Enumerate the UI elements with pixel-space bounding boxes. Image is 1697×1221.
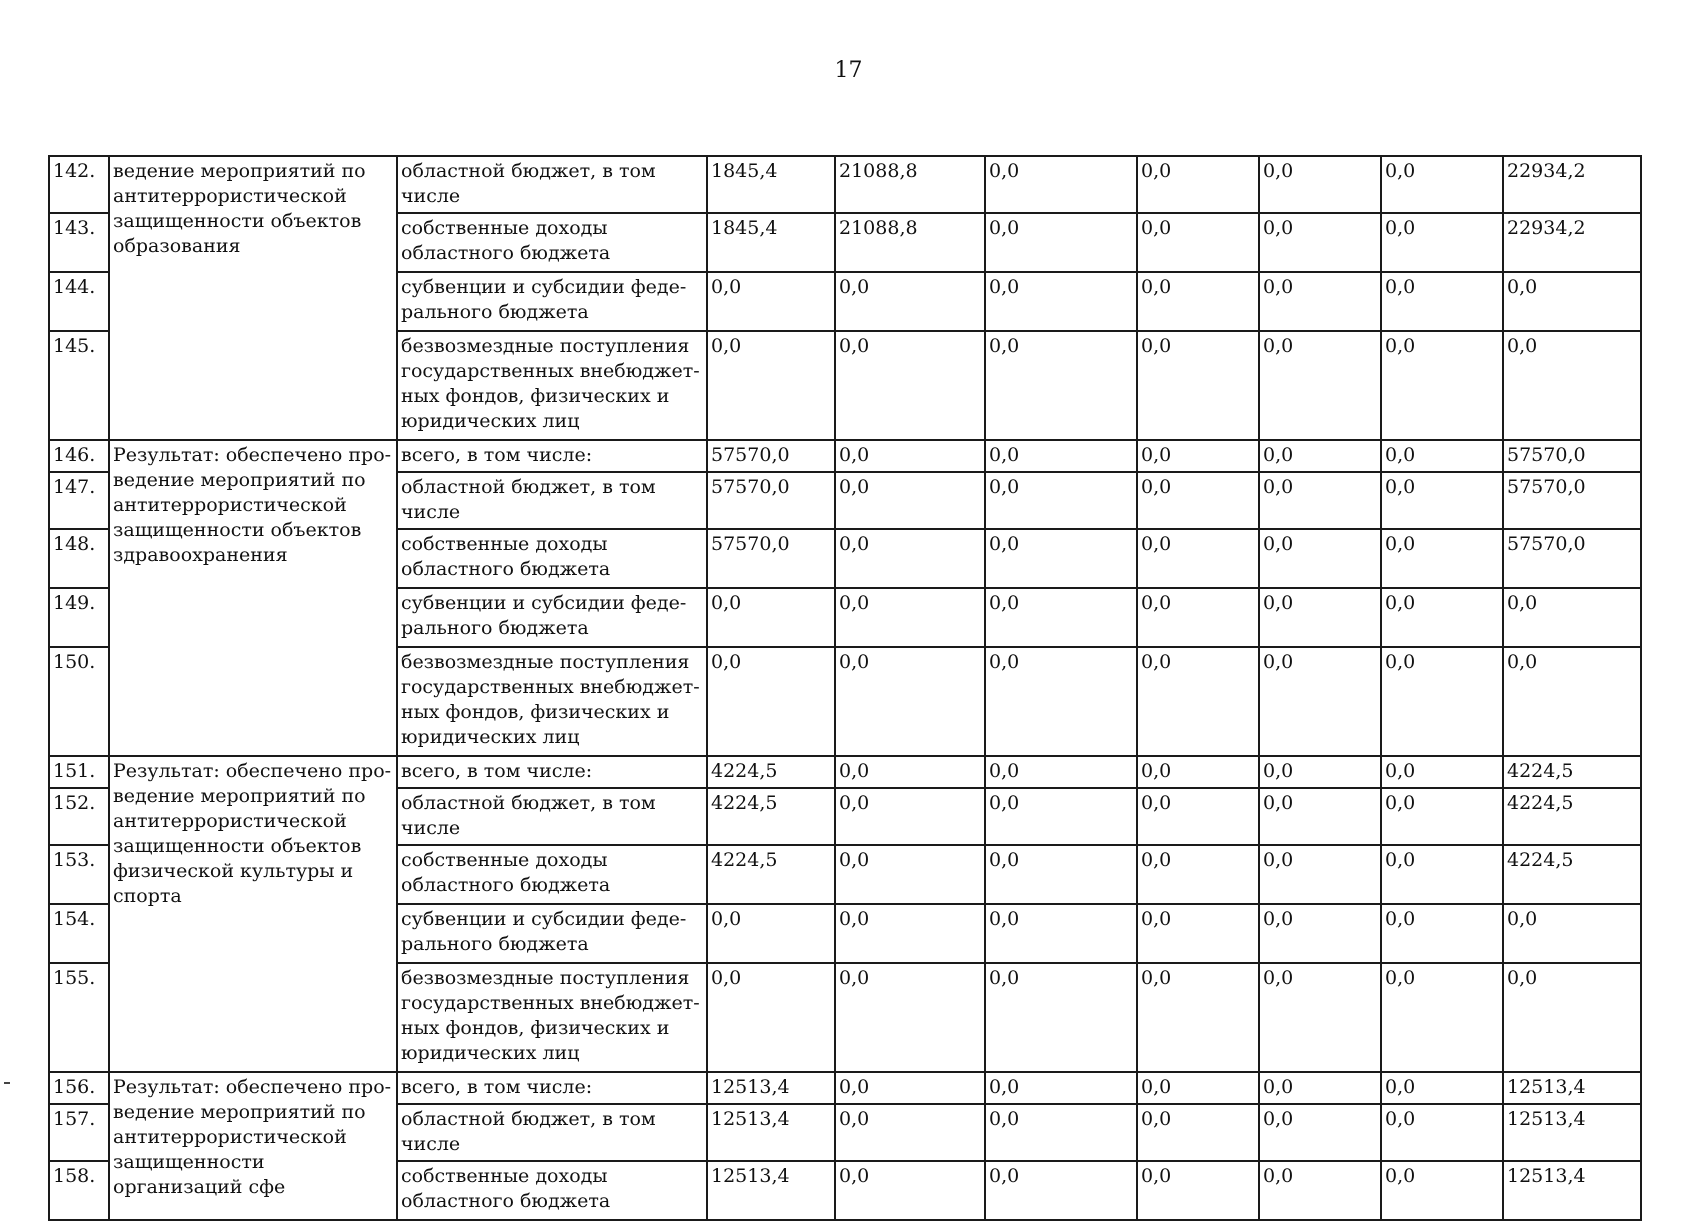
total-value: 12513,4 (1503, 1161, 1641, 1220)
year-value: 0,0 (835, 1104, 985, 1161)
year-value: 0,0 (1381, 472, 1503, 529)
row-number: 158. (49, 1161, 109, 1220)
year-value: 0,0 (1381, 529, 1503, 588)
year-value: 0,0 (1381, 963, 1503, 1072)
row-number: 143. (49, 213, 109, 272)
year-value: 0,0 (1137, 331, 1259, 440)
year-value: 0,0 (1137, 845, 1259, 904)
year-value: 0,0 (1381, 156, 1503, 213)
year-value: 0,0 (985, 963, 1137, 1072)
year-value: 0,0 (1137, 647, 1259, 756)
year-value: 0,0 (835, 472, 985, 529)
result-description: Результат: обеспечено проведение мероприятий по антитеррористической защищенности объектов физической культуры и спорта (109, 756, 397, 1072)
year-value: 0,0 (707, 647, 835, 756)
year-value: 0,0 (985, 788, 1137, 845)
year-value: 4224,5 (707, 788, 835, 845)
row-number: 146. (49, 440, 109, 472)
year-value: 0,0 (985, 1072, 1137, 1104)
year-value: 21088,8 (835, 156, 985, 213)
row-number: 157. (49, 1104, 109, 1161)
year-value: 0,0 (985, 156, 1137, 213)
margin-mark (4, 1082, 10, 1084)
year-value: 0,0 (985, 845, 1137, 904)
year-value: 4224,5 (707, 756, 835, 788)
funding-source: безвозмездные поступления государственных внебюджетных фондов, физических и юридических лиц (397, 647, 707, 756)
funding-source: областной бюджет, в том числе (397, 472, 707, 529)
year-value: 12513,4 (707, 1072, 835, 1104)
year-value: 0,0 (835, 963, 985, 1072)
year-value: 0,0 (835, 440, 985, 472)
year-value: 21088,8 (835, 213, 985, 272)
year-value: 0,0 (1259, 331, 1381, 440)
year-value: 0,0 (835, 904, 985, 963)
year-value: 0,0 (1259, 1072, 1381, 1104)
total-value: 57570,0 (1503, 529, 1641, 588)
year-value: 0,0 (985, 1104, 1137, 1161)
year-value: 0,0 (1137, 1161, 1259, 1220)
year-value: 0,0 (1381, 647, 1503, 756)
total-value: 0,0 (1503, 272, 1641, 331)
year-value: 0,0 (707, 588, 835, 647)
funding-source: областной бюджет, в том числе (397, 156, 707, 213)
year-value: 57570,0 (707, 472, 835, 529)
year-value: 0,0 (985, 213, 1137, 272)
row-number: 142. (49, 156, 109, 213)
budget-table (48, 155, 1642, 1221)
year-value: 0,0 (1259, 440, 1381, 472)
year-value: 12513,4 (707, 1104, 835, 1161)
funding-source: собственные доходы областного бюджета (397, 529, 707, 588)
year-value: 0,0 (1259, 472, 1381, 529)
result-description: Результат: обеспечено проведение мероприятий по антитеррористической защищенности объектов здравоохранения (109, 440, 397, 756)
year-value: 0,0 (1259, 647, 1381, 756)
funding-source: безвозмездные поступления государственных внебюджетных фондов, физических и юридических лиц (397, 331, 707, 440)
total-value: 0,0 (1503, 647, 1641, 756)
year-value: 0,0 (1259, 1104, 1381, 1161)
table-row (49, 756, 1641, 788)
year-value: 0,0 (985, 756, 1137, 788)
year-value: 0,0 (1381, 213, 1503, 272)
year-value: 0,0 (985, 440, 1137, 472)
year-value: 0,0 (985, 904, 1137, 963)
year-value: 0,0 (707, 331, 835, 440)
year-value: 0,0 (985, 472, 1137, 529)
year-value: 0,0 (835, 845, 985, 904)
result-description: ведение мероприятий по антитеррористической защищенности объектов образования (109, 156, 397, 440)
year-value: 0,0 (835, 588, 985, 647)
total-value: 22934,2 (1503, 213, 1641, 272)
year-value: 0,0 (1259, 845, 1381, 904)
year-value: 0,0 (1259, 1161, 1381, 1220)
year-value: 0,0 (1137, 904, 1259, 963)
funding-source: субвенции и субсидии федерального бюджета (397, 904, 707, 963)
table-body (49, 156, 1641, 1220)
year-value: 0,0 (835, 331, 985, 440)
total-value: 57570,0 (1503, 472, 1641, 529)
year-value: 0,0 (1259, 963, 1381, 1072)
year-value: 0,0 (1137, 1104, 1259, 1161)
year-value: 0,0 (985, 331, 1137, 440)
year-value: 0,0 (835, 647, 985, 756)
year-value: 0,0 (1381, 588, 1503, 647)
year-value: 0,0 (1259, 156, 1381, 213)
year-value: 0,0 (1137, 1072, 1259, 1104)
year-value: 0,0 (1381, 845, 1503, 904)
year-value: 0,0 (985, 272, 1137, 331)
year-value: 0,0 (835, 529, 985, 588)
total-value: 4224,5 (1503, 788, 1641, 845)
year-value: 0,0 (1381, 1072, 1503, 1104)
funding-source: собственные доходы областного бюджета (397, 1161, 707, 1220)
year-value: 0,0 (1259, 529, 1381, 588)
year-value: 12513,4 (707, 1161, 835, 1220)
year-value: 0,0 (985, 529, 1137, 588)
total-value: 4224,5 (1503, 756, 1641, 788)
total-value: 0,0 (1503, 588, 1641, 647)
table-row (49, 1072, 1641, 1104)
year-value: 1845,4 (707, 213, 835, 272)
year-value: 0,0 (1137, 272, 1259, 331)
total-value: 0,0 (1503, 331, 1641, 440)
row-number: 152. (49, 788, 109, 845)
year-value: 0,0 (835, 272, 985, 331)
page-number: 17 (834, 58, 863, 83)
year-value: 0,0 (1381, 788, 1503, 845)
year-value: 0,0 (835, 788, 985, 845)
year-value: 4224,5 (707, 845, 835, 904)
total-value: 12513,4 (1503, 1072, 1641, 1104)
year-value: 57570,0 (707, 440, 835, 472)
total-value: 4224,5 (1503, 845, 1641, 904)
row-number: 144. (49, 272, 109, 331)
year-value: 0,0 (1381, 1104, 1503, 1161)
year-value: 0,0 (1381, 440, 1503, 472)
row-number: 155. (49, 963, 109, 1072)
year-value: 0,0 (985, 1161, 1137, 1220)
year-value: 0,0 (1381, 1161, 1503, 1220)
year-value: 0,0 (1381, 756, 1503, 788)
year-value: 0,0 (1137, 440, 1259, 472)
result-description: Результат: обеспечено проведение мероприятий по антитеррористической защищенности организаций сфе (109, 1072, 397, 1220)
row-number: 145. (49, 331, 109, 440)
year-value: 0,0 (707, 272, 835, 331)
year-value: 0,0 (707, 904, 835, 963)
year-value: 0,0 (1137, 529, 1259, 588)
year-value: 0,0 (835, 1072, 985, 1104)
year-value: 0,0 (1259, 272, 1381, 331)
funding-source: всего, в том числе: (397, 756, 707, 788)
funding-source: областной бюджет, в том числе (397, 1104, 707, 1161)
year-value: 0,0 (1381, 904, 1503, 963)
funding-source: безвозмездные поступления государственных внебюджетных фондов, физических и юридических лиц (397, 963, 707, 1072)
year-value: 1845,4 (707, 156, 835, 213)
table-row (49, 156, 1641, 213)
year-value: 0,0 (1137, 213, 1259, 272)
funding-source: областной бюджет, в том числе (397, 788, 707, 845)
funding-source: собственные доходы областного бюджета (397, 845, 707, 904)
total-value: 0,0 (1503, 963, 1641, 1072)
year-value: 0,0 (985, 647, 1137, 756)
year-value: 0,0 (835, 1161, 985, 1220)
year-value: 0,0 (1137, 756, 1259, 788)
year-value: 0,0 (1137, 472, 1259, 529)
year-value: 0,0 (1259, 904, 1381, 963)
year-value: 0,0 (1259, 788, 1381, 845)
year-value: 0,0 (1381, 272, 1503, 331)
total-value: 0,0 (1503, 904, 1641, 963)
year-value: 0,0 (1137, 588, 1259, 647)
year-value: 0,0 (1137, 156, 1259, 213)
row-number: 148. (49, 529, 109, 588)
year-value: 0,0 (707, 963, 835, 1072)
year-value: 0,0 (1137, 788, 1259, 845)
funding-source: всего, в том числе: (397, 1072, 707, 1104)
funding-source: собственные доходы областного бюджета (397, 213, 707, 272)
row-number: 151. (49, 756, 109, 788)
total-value: 57570,0 (1503, 440, 1641, 472)
total-value: 12513,4 (1503, 1104, 1641, 1161)
total-value: 22934,2 (1503, 156, 1641, 213)
table-row (49, 440, 1641, 472)
row-number: 147. (49, 472, 109, 529)
year-value: 0,0 (1137, 963, 1259, 1072)
year-value: 0,0 (1259, 756, 1381, 788)
row-number: 149. (49, 588, 109, 647)
row-number: 153. (49, 845, 109, 904)
funding-source: субвенции и субсидии федерального бюджета (397, 272, 707, 331)
year-value: 57570,0 (707, 529, 835, 588)
row-number: 154. (49, 904, 109, 963)
row-number: 150. (49, 647, 109, 756)
row-number: 156. (49, 1072, 109, 1104)
funding-source: всего, в том числе: (397, 440, 707, 472)
year-value: 0,0 (1381, 331, 1503, 440)
funding-source: субвенции и субсидии федерального бюджета (397, 588, 707, 647)
year-value: 0,0 (835, 756, 985, 788)
year-value: 0,0 (985, 588, 1137, 647)
year-value: 0,0 (1259, 588, 1381, 647)
year-value: 0,0 (1259, 213, 1381, 272)
